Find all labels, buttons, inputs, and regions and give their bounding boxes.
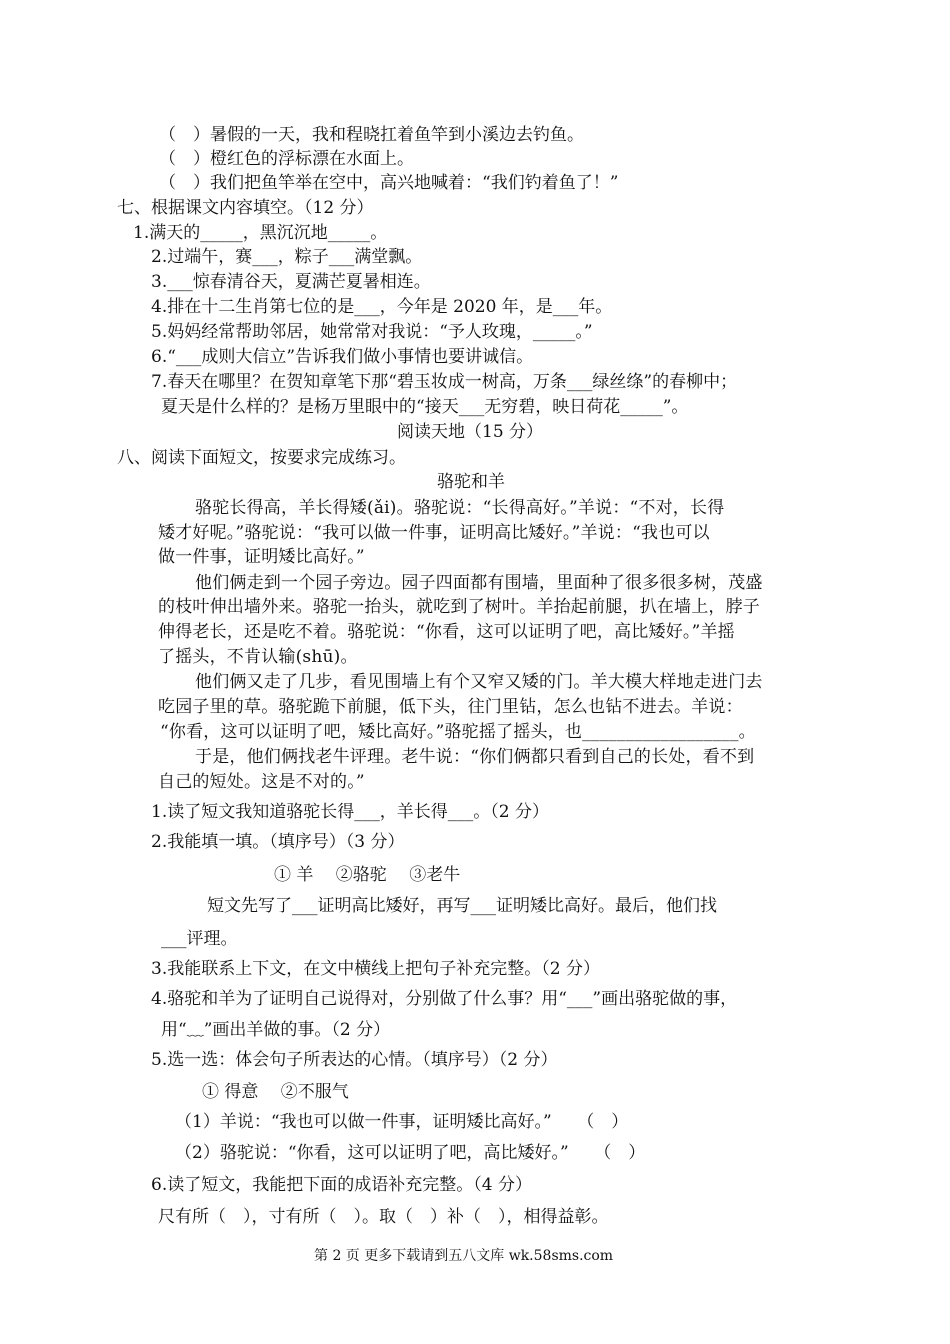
fill-2: 2.过端午，赛___，粽子___满堂飘。 <box>151 247 423 267</box>
story-line: 他们俩走到一个园子旁边。园子四面都有围墙，里面种了很多很多树，茂盛 <box>195 573 763 593</box>
story-line: “你看，这可以证明了吧，矮比高好。”骆驼摇了摇头，也__________________。 <box>160 722 756 742</box>
story-title: 骆驼和羊 <box>437 472 505 492</box>
question-5-options: ① 得意 ②不服气 <box>202 1082 349 1102</box>
question-6-idioms: 尺有所（ ），寸有所（ ）。取（ ）补（ ），相得益彰。 <box>158 1207 609 1227</box>
question-2: 2.我能填一填。（填序号）（3 分） <box>151 832 405 852</box>
story-line: 他们俩又走了几步，看见围墙上有个又窄又矮的门。羊大模大样地走进门去 <box>195 672 763 692</box>
question-6: 6.读了短文，我能把下面的成语补充完整。（4 分） <box>151 1175 532 1195</box>
question-3: 3.我能联系上下文，在文中横线上把句子补充完整。（2 分） <box>151 959 600 979</box>
question-4-cont: 用“﹏”画出羊做的事。（2 分） <box>161 1020 391 1040</box>
story-line: 于是，他们俩找老牛评理。老牛说：“你们俩都只看到自己的长处，看不到 <box>195 747 755 767</box>
reading-section-title: 阅读天地（15 分） <box>397 422 544 442</box>
story-line: 矮才好呢。”骆驼说：“我可以做一件事，证明高比矮好。”羊说：“我也可以 <box>158 523 710 543</box>
section-7-heading: 七、根据课文内容填空。（12 分） <box>117 198 374 218</box>
fill-5: 5.妈妈经常帮助邻居，她常常对我说：“予人玫瑰，_____。” <box>151 322 593 342</box>
story-line: 自己的短处。这是不对的。” <box>158 772 365 792</box>
question-1: 1.读了短文我知道骆驼长得___，羊长得___。（2 分） <box>151 802 549 822</box>
story-line: 做一件事，证明矮比高好。” <box>158 547 365 567</box>
page-footer: 第 2 页 更多下载请到五八文库 wk.58sms.com <box>314 1248 614 1264</box>
line-1: （ ）暑假的一天，我和程晓扛着鱼竿到小溪边去钓鱼。 <box>159 125 584 145</box>
question-2-options: ① 羊 ②骆驼 ③老牛 <box>274 865 461 885</box>
question-4: 4.骆驼和羊为了证明自己说得对，分别做了什么事？用“___”画出骆驼做的事， <box>151 989 738 1009</box>
question-5-item-1: （1）羊说：“我也可以做一件事，证明矮比高好。” （ ） <box>175 1112 629 1132</box>
fill-7-line-2: 夏天是什么样的？是杨万里眼中的“接天___无穷碧，映日荷花_____”。 <box>161 397 689 417</box>
question-5-item-2: （2）骆驼说：“你看，这可以证明了吧，高比矮好。” （ ） <box>175 1143 646 1163</box>
fill-1: 1.满天的_____，黑沉沉地_____。 <box>133 223 388 243</box>
fill-7-line-1: 7.春天在哪里？在贺知章笔下那“碧玉妆成一树高，万条___绿丝绦”的春柳中； <box>151 372 738 392</box>
line-3: （ ）我们把鱼竿举在空中，高兴地喊着：“我们钓着鱼了！” <box>159 173 619 193</box>
story-line: 吃园子里的草。骆驼跪下前腿，低下头，往门里钻，怎么也钻不进去。羊说： <box>158 697 743 717</box>
story-line: 了摇头，不肯认输(shū)。 <box>158 647 358 667</box>
question-2-text-cont: ___评理。 <box>161 929 238 949</box>
story-line: 的枝叶伸出墙外来。骆驼一抬头，就吃到了树叶。羊抬起前腿，扒在墙上，脖子 <box>158 597 760 617</box>
section-8-heading: 八、阅读下面短文，按要求完成练习。 <box>117 448 406 468</box>
question-5: 5.选一选：体会句子所表达的心情。（填序号）（2 分） <box>151 1050 558 1070</box>
fill-4: 4.排在十二生肖第七位的是___，今年是 2020 年，是___年。 <box>151 297 613 317</box>
question-2-text: 短文先写了___证明高比矮好，再写___证明矮比高好。最后，他们找 <box>207 896 717 916</box>
story-line: 伸得老长，还是吃不着。骆驼说：“你看，这可以证明了吧，高比矮好。”羊摇 <box>158 622 735 642</box>
fill-3: 3.___惊春清谷天，夏满芒夏暑相连。 <box>151 272 431 292</box>
story-line: 骆驼长得高，羊长得矮(ǎi)。骆驼说：“长得高好。”羊说：“不对，长得 <box>195 498 725 518</box>
line-2: （ ）橙红色的浮标漂在水面上。 <box>159 149 414 169</box>
fill-6: 6.“___成则大信立”告诉我们做小事情也要讲诚信。 <box>151 347 534 367</box>
